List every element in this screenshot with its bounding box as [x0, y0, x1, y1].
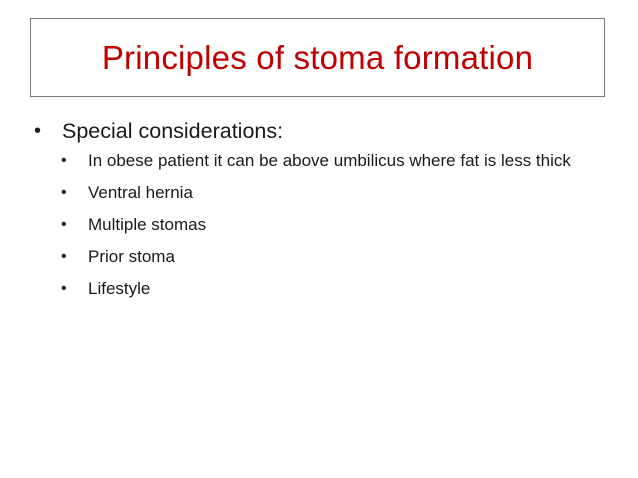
- bullet-dot: •: [61, 152, 67, 169]
- bullet-dot: •: [61, 248, 67, 265]
- bullet-dot: •: [61, 216, 67, 233]
- main-point-text: Special considerations:: [62, 119, 284, 143]
- sub-bullet-list: [34, 150, 604, 299]
- title-box: [30, 18, 605, 97]
- bullet-dot: •: [61, 184, 67, 201]
- slide-content: [34, 116, 604, 310]
- sub-point-text: Prior stoma: [88, 247, 175, 266]
- sub-bullet-item: [61, 150, 608, 171]
- sub-bullet-item: [61, 246, 608, 267]
- sub-point-text: Ventral hernia: [88, 183, 193, 202]
- sub-bullet-item: [61, 214, 608, 235]
- sub-bullet-item: [61, 278, 608, 299]
- bullet-dot: •: [61, 280, 67, 297]
- slide-title: Principles of stoma formation: [101, 38, 534, 76]
- sub-point-text: In obese patient it can be above umbilicus where fat is less thick: [88, 151, 571, 170]
- sub-bullet-item: [61, 182, 608, 203]
- sub-point-text: Multiple stomas: [88, 215, 207, 234]
- sub-point-text: Lifestyle: [88, 279, 151, 298]
- bullet-dot: •: [34, 120, 42, 142]
- bullet-main: [34, 116, 604, 146]
